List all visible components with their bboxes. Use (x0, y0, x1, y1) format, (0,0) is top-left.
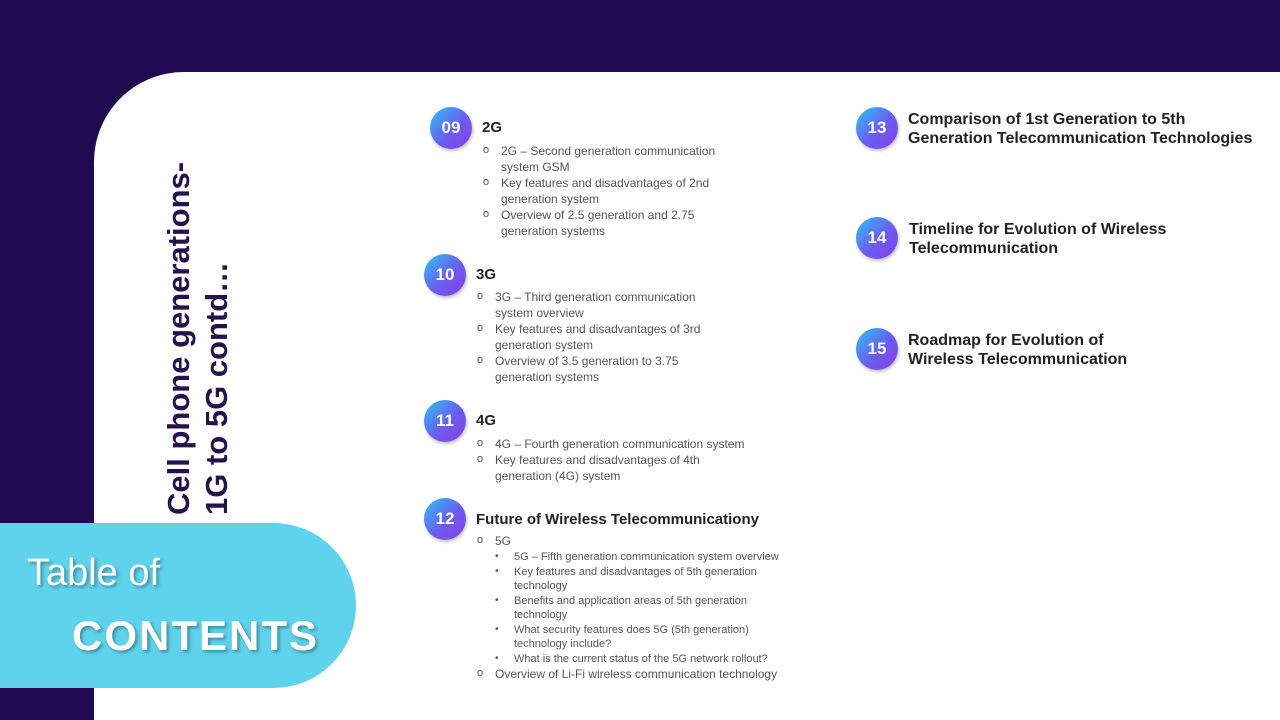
section-title-timeline (909, 220, 1166, 258)
list-item: o Overview of 3.5 generation to 3.75 generation systems (475, 353, 735, 385)
section-title-line: Wireless Telecommunication (908, 351, 1128, 368)
list-item: o Key features and disadvantages of 3rd generation system (475, 321, 735, 353)
section-number-14: 14 (856, 217, 898, 259)
list-item: o Key features and disadvantages of 4th generation (4G) system (475, 452, 725, 484)
section-10-list (475, 289, 735, 385)
section-title-comparison (908, 110, 1252, 148)
section-number-09: 09 (430, 107, 472, 149)
section-title-4g: 4G (476, 412, 497, 429)
list-item-5g (475, 533, 815, 666)
sub-list-item: • Key features and disadvantages of 5th generation technology (495, 565, 795, 594)
list-item-lifi: o Overview of Li-Fi wireless communication technology (475, 666, 815, 682)
section-number-10: 10 (424, 254, 466, 296)
sub-list-item: • What is the current status of the 5G network rollout? (495, 652, 795, 667)
section-title-future-wireless: Future of Wireless Telecommunicationy (476, 511, 759, 528)
section-12-list (475, 533, 815, 682)
section-09-list (481, 143, 751, 239)
section-title-line: Timeline for Evolution of Wireless (909, 221, 1167, 238)
section-title-line: Roadmap for Evolution of (908, 332, 1104, 349)
sub-list-item: • Benefits and application areas of 5th generation technology (495, 594, 795, 623)
sub-list-item: • 5G – Fifth generation communication system overview (495, 550, 795, 565)
toc-label-table-of: Table of (27, 552, 161, 594)
section-number-11: 11 (424, 400, 466, 442)
table-of-contents-badge (0, 523, 356, 688)
page-title-line-1: Cell phone generations- (161, 161, 196, 515)
list-item: o Overview of 2.5 generation and 2.75 generation systems (481, 207, 751, 239)
list-item: o 4G – Fourth generation communication system (475, 436, 795, 452)
section-11-list (475, 436, 795, 484)
list-item: o Key features and disadvantages of 2nd generation system (481, 175, 751, 207)
page-title-line-2: 1G to 5G contd… (199, 261, 234, 515)
section-title-3g: 3G (476, 266, 497, 283)
section-title-line: Telecommunication (909, 240, 1059, 257)
section-title-line: Generation Telecommunication Technologies (908, 130, 1253, 147)
toc-label-contents: CONTENTS (72, 612, 319, 659)
page-title (160, 115, 236, 515)
section-number-15: 15 (856, 328, 898, 370)
section-title-roadmap (908, 331, 1127, 369)
section-number-13: 13 (856, 107, 898, 149)
section-title-line: Comparison of 1st Generation to 5th (908, 111, 1186, 128)
section-title-2g: 2G (482, 119, 503, 136)
section-number-12: 12 (424, 498, 466, 540)
list-item-5g-label: 5G (495, 534, 512, 548)
list-item: o 3G – Third generation communication system overview (475, 289, 735, 321)
sub-list-item: • What security features does 5G (5th generation) technology include? (495, 623, 795, 652)
list-item: o 2G – Second generation communication system GSM (481, 143, 751, 175)
5g-sub-list (495, 550, 795, 666)
